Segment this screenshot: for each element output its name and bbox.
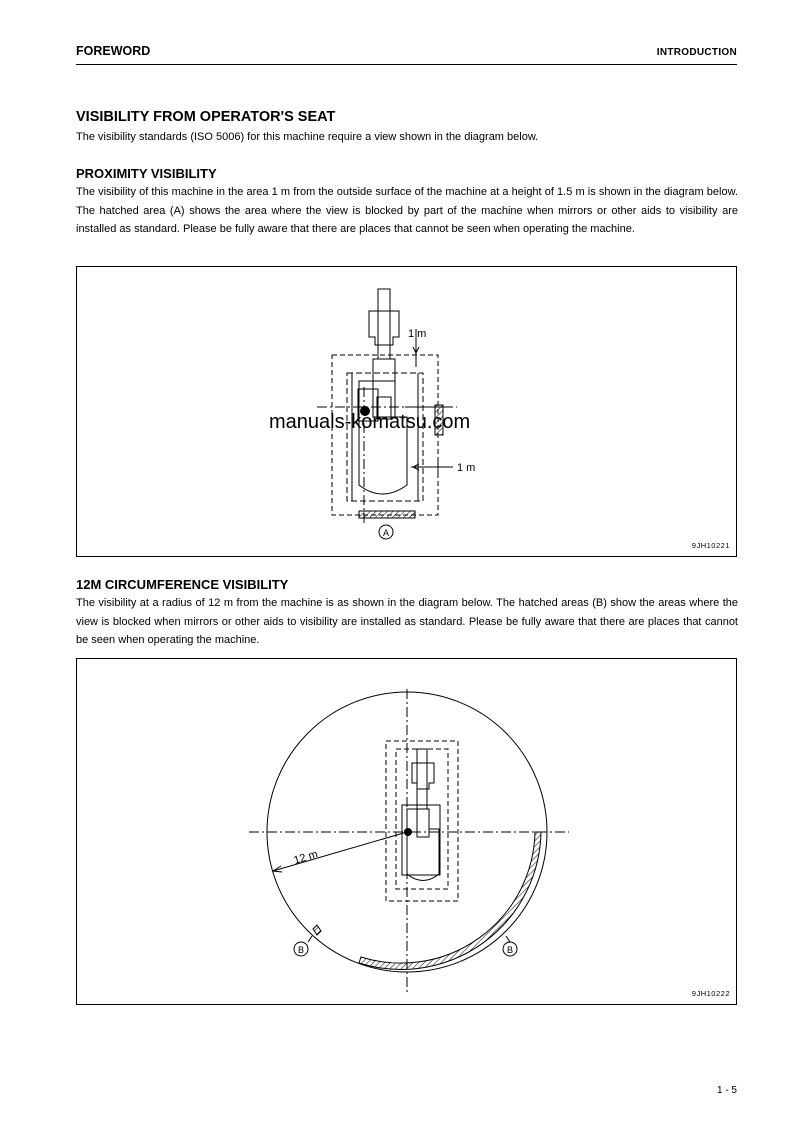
boom-outline: [412, 763, 434, 789]
intro-paragraph: The visibility standards (ISO 5006) for this machine require a view shown in the diagram below.: [76, 131, 539, 143]
label-area-a: A: [383, 528, 390, 538]
operator-position-marker: [404, 828, 412, 836]
figure-code: 9JH10221: [691, 541, 730, 550]
figure-code: 9JH10222: [691, 989, 730, 998]
header-divider: [76, 64, 737, 65]
boundary-1m-outline: [332, 355, 438, 515]
label-area-b-left: B: [298, 945, 305, 955]
label-radius: 12 m: [292, 848, 320, 867]
circumference-diagram: [77, 659, 736, 1004]
machine-envelope-outer: [386, 741, 458, 901]
proximity-paragraph: The visibility of this machine in the area 1 m from the outside surface of the machine at a height of 1.5 m is shown in the diagram below. The hatched area (A) shows the area where the view is blocked by part of the machine when mirrors or other aids to visibility are installed as standard. Please be fully aware that there are places that cannot be seen when operating the machine.: [76, 186, 738, 236]
upper-structure: [359, 381, 407, 494]
hatched-blocked-arc-left: [313, 925, 321, 935]
page-number: 1 - 5: [716, 1085, 737, 1096]
page-title: VISIBILITY FROM OPERATOR'S SEAT: [76, 109, 336, 125]
header-section-title: FOREWORD: [76, 44, 151, 58]
proximity-heading: PROXIMITY VISIBILITY: [76, 166, 217, 181]
boom-base-outline: [373, 359, 395, 417]
boom-base-outline: [417, 809, 429, 837]
watermark-text: manuals-komatsu.com: [269, 411, 471, 433]
radius-line: [273, 832, 407, 871]
boom-outline: [369, 311, 399, 345]
callout-leader-right: [506, 936, 510, 942]
track-frame-outline: [402, 805, 440, 875]
label-area-b-right: B: [507, 945, 514, 955]
header-chapter-title: INTRODUCTION: [656, 47, 737, 58]
arm-outline: [417, 749, 427, 809]
circumference-heading: 12M CIRCUMFERENCE VISIBILITY: [76, 577, 289, 592]
arm-outline: [378, 289, 390, 359]
label-1m-side: 1 m: [457, 462, 476, 474]
callout-leader-left: [308, 936, 312, 942]
circumference-figure: [76, 658, 737, 1005]
label-1m-top: 1 m: [408, 328, 427, 340]
circumference-paragraph: The visibility at a radius of 12 m from the machine is as shown in the diagram below. The hatched areas (B) show the areas where the view is blocked when mirrors or other aids to visibility are installed as standard. Please be fully aware that there are places that cannot be seen when operating the machine.: [76, 597, 738, 647]
upper-structure: [407, 809, 439, 881]
hatched-blocked-zone-rear: [359, 511, 415, 518]
